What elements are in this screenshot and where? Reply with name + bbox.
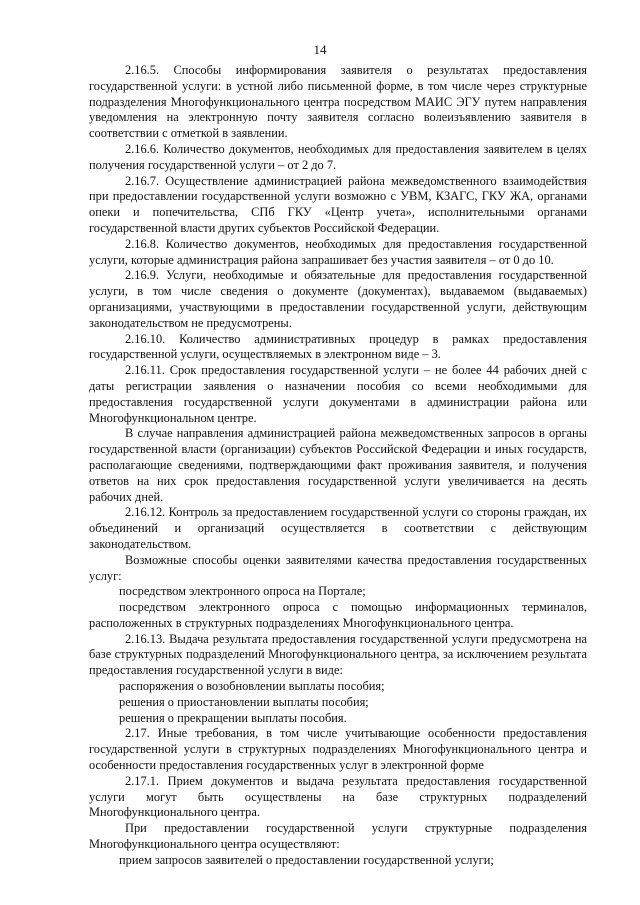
paragraph-2-16-13: 2.16.13. Выдача результата предоставления государственной услуги предусмотрена на базе структурных подразделений Многофункционального центра, за исключением результата предоставления государственной услуги в виде: [89, 631, 587, 678]
list-item-accept-requests: прием запросов заявителей о предоставлении государственной услуги; [119, 852, 494, 867]
list-item-portal-survey: посредством электронного опроса на Портале; [119, 584, 366, 599]
list-item-terminal-survey: посредством электронного опроса с помощью информационных терминалов, расположенных в структурных подразделениях Многофункционального центра. [89, 600, 587, 630]
paragraph-quality-assessment: Возможные способы оценки заявителями качества предоставления государственных услуг: [89, 552, 587, 583]
list-item-suspension-decision: решения о приостановлении выплаты пособия; [119, 694, 369, 709]
page-number: 14 [313, 42, 327, 57]
paragraph-mfc-functions: При предоставлении государственной услуги структурные подразделения Многофункционального центра осуществляют: [89, 821, 587, 852]
paragraph-2-16-5: 2.16.5. Способы информирования заявителя о результатах предоставления государственной услуги: в устной либо письменной форме, в том числе через структурные подразделения Многофункционального центра посредством МАИС ЭГУ путем направления уведомления на электронную почту заявителя согласно волеизъявлению заявителя в соответствии с отметкой в заявлении. [89, 63, 587, 141]
document-body [89, 63, 587, 869]
paragraph-interagency-requests: В случае направления администрацией района межведомственных запросов в органы государственной власти (организации) субъектов Российской Федерации и иных государств, располагающие сведениями, подтверждающими факт проживания заявителя, и получения ответов на них срок предоставления государственной услуги увеличивается на десять рабочих дней. [89, 426, 587, 504]
paragraph-2-16-12: 2.16.12. Контроль за предоставлением государственной услуги со стороны граждан, их объединений и организаций осуществляется в соответствии с действующим законодательством. [89, 505, 587, 551]
list-item-termination-decision: решения о прекращении выплаты пособия. [119, 710, 347, 725]
paragraph-2-16-11: 2.16.11. Срок предоставления государственной услуги – не более 44 рабочих дней с даты регистрации заявления о назначении пособия со всеми необходимыми для предоставления государственной услуги документами в администрации района или Многофункциональном центре. [89, 363, 587, 425]
paragraph-2-16-8: 2.16.8. Количество документов, необходимых для предоставления государственной услуги, которые администрация района запрашивает без участия заявителя – от 0 до 10. [89, 236, 587, 267]
paragraph-2-16-10: 2.16.10. Количество административных процедур в рамках предоставления государственной услуги, осуществляемых в электронном виде – 3. [89, 331, 587, 362]
paragraph-2-16-6: 2.16.6. Количество документов, необходимых для предоставления заявителем в целях получения государственной услуги – от 2 до 7. [89, 141, 587, 172]
paragraph-2-17: 2.17. Иные требования, в том числе учитывающие особенности предоставления государственной услуги в структурных подразделениях Многофункционального центра и особенности предоставления государственных услуг в электронной форме [89, 726, 587, 773]
list-item-resumption-order: распоряжения о возобновлении выплаты пособия; [119, 679, 385, 694]
paragraph-2-17-1: 2.17.1. Прием документов и выдача результата предоставления государственной услуги могут быть осуществлены на базе структурных подразделений Многофункционального центра. [89, 773, 587, 820]
paragraph-2-16-7: 2.16.7. Осуществление администрацией района межведомственного взаимодействия при предоставлении государственной услуги возможно с УВМ, КЗАГС, ГКУ ЖА, органами опеки и попечительства, СПб ГКУ «Центр учета», исполнительными органами государственной власти других субъектов Российской Федерации. [89, 173, 587, 235]
paragraph-2-16-9: 2.16.9. Услуги, необходимые и обязательные для предоставления государственной услуги, в том числе сведения о документе (документах), выдаваемом (выдаваемых) организациями, участвующими в предоставлении государственной услуги, действующим законодательством не предусмотрены. [89, 268, 587, 330]
